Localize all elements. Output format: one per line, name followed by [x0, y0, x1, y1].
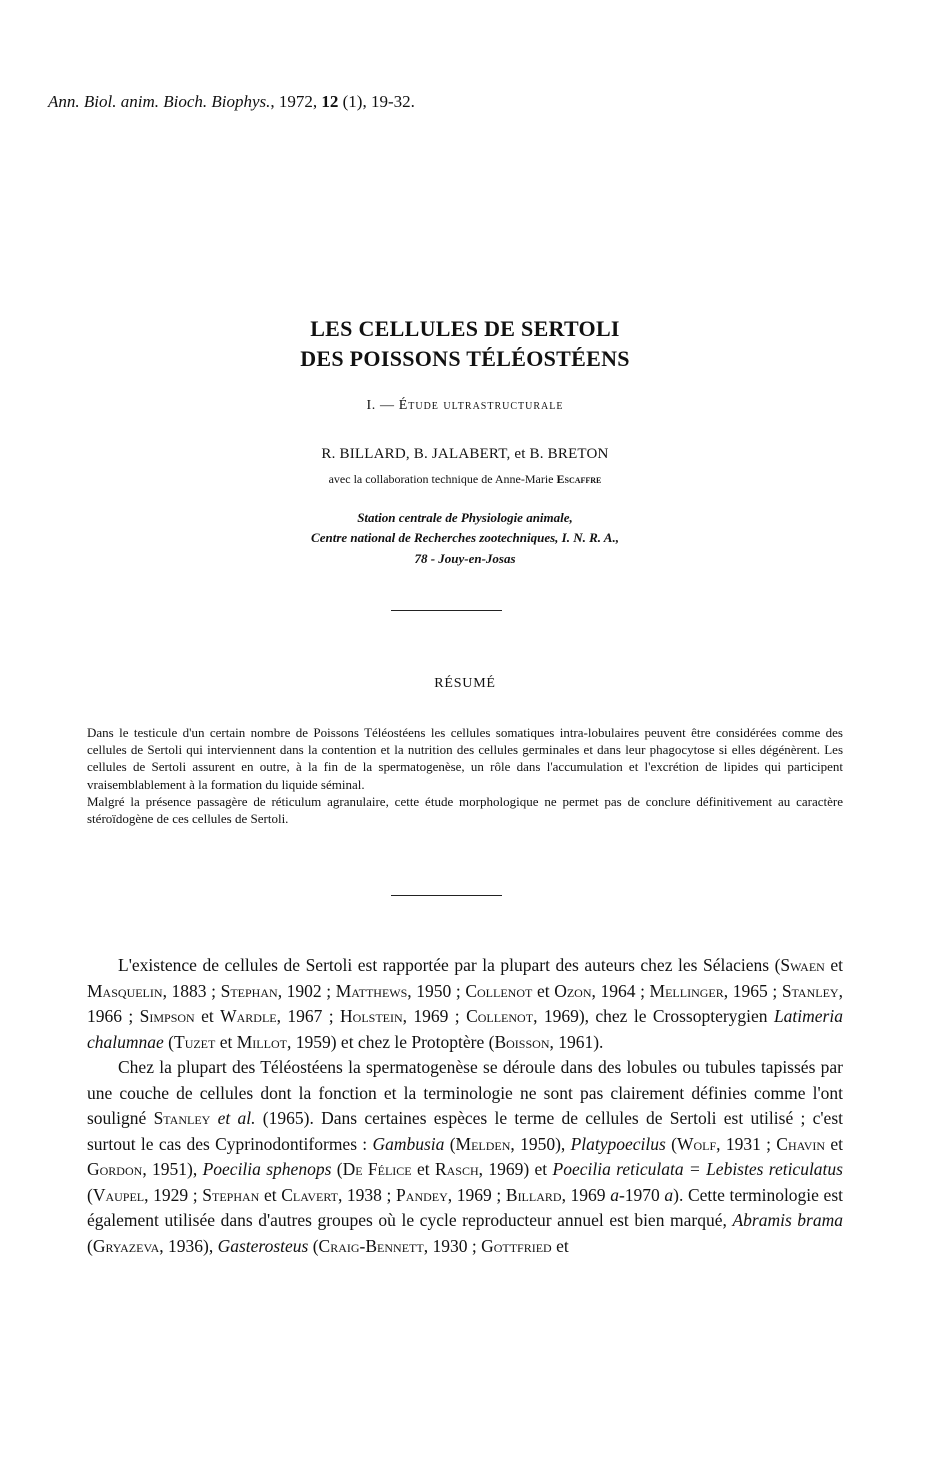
- text-run: a: [610, 1184, 619, 1205]
- text-run: Gordon: [87, 1159, 143, 1179]
- section-divider-bottom: [391, 895, 502, 896]
- text-run: , 1964 ;: [591, 980, 650, 1001]
- citation-year: , 1972,: [270, 92, 322, 111]
- text-run: , 1929 ;: [144, 1184, 203, 1205]
- text-run: Gasterosteus: [217, 1235, 309, 1256]
- subtitle-prefix: I. —: [366, 398, 399, 413]
- text-run: , 1967 ;: [276, 1006, 341, 1026]
- affiliation-line-3: 78 - Jouy-en-Josas: [414, 551, 516, 566]
- subtitle-text: Étude ultrastructurale: [398, 398, 564, 413]
- text-run: (1965). Dans certaines espèces le terme de cellules de Sertoli est utilisé ; c'est surtout le cas des Cyprinodontiformes :: [87, 1108, 843, 1154]
- text-run: Poecilia sphenops: [202, 1159, 332, 1179]
- collaboration-text: avec la collaboration technique de Anne-Marie: [328, 472, 557, 486]
- body-paragraph-2: [87, 1055, 843, 1259]
- article-title-line-1: LES CELLULES DE SERTOLI: [310, 316, 620, 341]
- text-run: , 1965 ;: [723, 980, 782, 1001]
- text-run: -1970: [618, 1184, 665, 1205]
- text-run: , 1951),: [142, 1159, 203, 1179]
- text-run: Matthews: [335, 980, 408, 1001]
- text-run: et: [551, 1235, 569, 1256]
- text-run: , 1966 ;: [87, 980, 843, 1026]
- text-run: et: [411, 1159, 435, 1179]
- text-run: , 1969), chez le Crossopterygien: [533, 1006, 774, 1026]
- text-run: Platypoecilus: [570, 1133, 666, 1154]
- text-run: Latimeria chalumnae: [87, 1006, 843, 1052]
- citation-volume: 12: [321, 92, 339, 111]
- text-run: Clavert: [281, 1184, 338, 1205]
- text-run: Pandey: [396, 1184, 448, 1205]
- text-run: Wardle: [220, 1006, 277, 1026]
- text-run: Poecilia reticulata = Lebistes reticulatus: [552, 1159, 843, 1179]
- text-run: Gambusia: [372, 1133, 445, 1154]
- text-run: Masquelin: [87, 980, 163, 1001]
- text-run: , 1969: [561, 1184, 611, 1205]
- text-run: Stephan: [220, 980, 278, 1001]
- text-run: , 1902 ;: [277, 980, 336, 1001]
- affiliation-line-1: Station centrale de Physiologie animale,: [357, 510, 573, 525]
- text-run: Chavin: [776, 1133, 826, 1154]
- text-run: Tuzet: [174, 1031, 216, 1052]
- article-title-line-2: DES POISSONS TÉLÉOSTÉENS: [300, 346, 630, 371]
- text-run: , 1969 ;: [447, 1184, 506, 1205]
- body-paragraph-1: [87, 953, 843, 1055]
- affiliation-line-2: Centre national de Recherches zootechniques, I. N. R. A.,: [311, 530, 619, 545]
- text-run: Boisson: [494, 1031, 550, 1052]
- body-text: [87, 953, 843, 1259]
- text-run: Collenot: [466, 1006, 534, 1026]
- text-run: (: [308, 1235, 319, 1256]
- text-run: (: [331, 1159, 343, 1179]
- text-run: (: [163, 1031, 174, 1052]
- text-run: Wolf: [676, 1133, 717, 1154]
- abstract-paragraph-2: Malgré la présence passagère de réticulum agranulaire, cette étude morphologique ne permet pas de conclure définitivement au caractère stéroïdogène de ces cellules de Sertoli.: [87, 793, 843, 827]
- text-run: L'existence de cellules de Sertoli est rapportée par la plupart des auteurs chez les Sélaciens (: [118, 955, 781, 975]
- text-run: Gottfried: [481, 1235, 552, 1256]
- collaboration-line: [0, 472, 930, 487]
- text-run: Ozon: [554, 980, 592, 1001]
- text-run: et: [824, 955, 843, 975]
- journal-name: Ann. Biol. anim. Bioch. Biophys.: [48, 92, 271, 111]
- text-run: ). Cette terminologie est également utilisée dans d'autres groupes où le cycle reproducteur annuel est bien marqué,: [87, 1184, 843, 1230]
- text-run: Collenot: [465, 980, 533, 1001]
- text-run: , 1936),: [159, 1235, 218, 1256]
- text-run: Craig-Bennett: [318, 1235, 424, 1256]
- citation-line: [48, 92, 415, 112]
- text-run: , 1969 ;: [402, 1006, 467, 1026]
- text-run: [210, 1108, 217, 1128]
- text-run: (: [87, 1235, 93, 1256]
- text-run: , 1950),: [510, 1133, 571, 1154]
- text-run: , 1931 ;: [716, 1133, 777, 1154]
- text-run: a: [664, 1184, 674, 1205]
- text-run: et: [215, 1031, 237, 1052]
- text-run: Simpson: [139, 1006, 195, 1026]
- text-run: et: [532, 980, 555, 1001]
- article-subtitle: [0, 398, 930, 414]
- abstract-paragraph-1: Dans le testicule d'un certain nombre de Poissons Téléostéens les cellules somatiques intra-lobulaires peuvent être considérées comme des cellules de Sertoli qui interviennent dans la contention et la nutrition des cellules germinales et dans leur phagocytose si elles dégénèrent. Les cellules de Sertoli assurent en outre, à la fin de la spermatogenèse, un rôle dans l'accumulation et l'excrétion de lipides qui participent vraisemblablement à la formation du liquide séminal.: [87, 725, 843, 792]
- text-run: et al.: [217, 1108, 256, 1128]
- text-run: Billard: [505, 1184, 562, 1205]
- text-run: De Félice: [342, 1159, 412, 1179]
- text-run: , 1930 ;: [423, 1235, 482, 1256]
- section-divider-top: [391, 610, 502, 611]
- text-run: Holstein: [340, 1006, 403, 1026]
- text-run: Swaen: [780, 955, 825, 975]
- abstract: [87, 724, 843, 827]
- text-run: Abramis brama: [732, 1210, 844, 1230]
- text-run: Mellinger: [649, 980, 724, 1001]
- text-run: et: [259, 1184, 282, 1205]
- text-run: (: [665, 1133, 677, 1154]
- text-run: , 1950 ;: [407, 980, 466, 1001]
- resume-heading: RÉSUMÉ: [434, 676, 496, 691]
- citation-issue-pages: (1), 19-32.: [338, 92, 415, 111]
- text-run: (: [87, 1184, 93, 1205]
- authors: R. BILLARD, B. JALABERT, et B. BRETON: [321, 446, 609, 462]
- text-run: Vaupel: [92, 1184, 145, 1205]
- text-run: (: [444, 1133, 456, 1154]
- text-run: Stanley: [153, 1108, 211, 1128]
- text-run: , 1938 ;: [337, 1184, 397, 1205]
- collaborator-name: Escaffre: [556, 472, 602, 486]
- text-run: , 1969) et: [478, 1159, 553, 1179]
- text-run: et: [194, 1006, 221, 1026]
- text-run: Rasch: [434, 1159, 479, 1179]
- text-run: Chez la plupart des Téléostéens la spermatogenèse se déroule dans des lobules ou tubules tapissés par une couche de cellules dont la fonction et la terminologie ne sont pas clairement définies comme l'ont souligné: [87, 1057, 843, 1128]
- text-run: Gryazeva: [92, 1235, 160, 1256]
- text-run: Melden: [455, 1133, 511, 1154]
- text-run: et: [825, 1133, 843, 1154]
- text-run: , 1883 ;: [162, 980, 221, 1001]
- text-run: Millot: [236, 1031, 287, 1052]
- text-run: Stanley: [781, 980, 839, 1001]
- text-run: , 1961).: [549, 1031, 604, 1052]
- text-run: Stephan: [202, 1184, 260, 1205]
- text-run: , 1959) et chez le Protoptère (: [286, 1031, 495, 1052]
